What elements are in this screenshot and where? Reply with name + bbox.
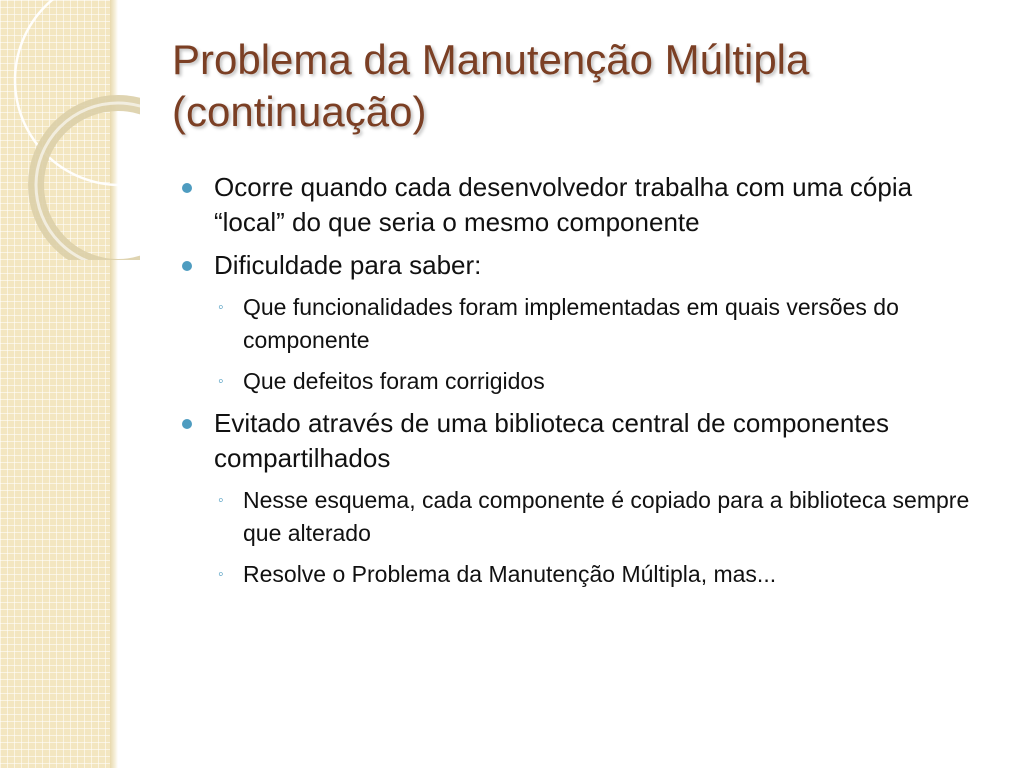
sub-bullet-item (180, 291, 980, 357)
bullet-item (180, 248, 980, 283)
sub-bullet-item (180, 484, 980, 550)
bullet-list (180, 170, 980, 599)
bullet-item (180, 170, 980, 240)
title-line-2: (continuação) (172, 88, 427, 135)
sub-bullet-circle-icon: ◦ (218, 566, 224, 583)
sub-bullet-text: Que funcionalidades foram implementadas em quais versões do componente (243, 294, 899, 353)
slide-title (172, 34, 992, 138)
sub-bullet-text: Resolve o Problema da Manutenção Múltipla, mas... (243, 561, 777, 587)
bullet-text: Evitado através de uma biblioteca central de componentes compartilhados (214, 408, 889, 473)
sub-bullet-text: Nesse esquema, cada componente é copiado para a biblioteca sempre que alterado (243, 487, 970, 546)
bullet-dot-icon (182, 183, 192, 193)
sub-bullet-item (180, 558, 980, 591)
decorative-circles-icon (0, 0, 140, 260)
title-line-1: Problema da Manutenção Múltipla (172, 36, 810, 83)
bullet-dot-icon (182, 261, 192, 271)
sub-bullet-text: Que defeitos foram corrigidos (243, 368, 545, 394)
sub-bullet-circle-icon: ◦ (218, 492, 224, 509)
bullet-text: Dificuldade para saber: (214, 250, 482, 280)
sub-bullet-circle-icon: ◦ (218, 373, 224, 390)
bullet-text: Ocorre quando cada desenvolvedor trabalha com uma cópia “local” do que seria o mesmo componente (214, 172, 913, 237)
bullet-item (180, 406, 980, 476)
sub-bullet-circle-icon: ◦ (218, 299, 224, 316)
sub-bullet-item (180, 365, 980, 398)
bullet-dot-icon (182, 419, 192, 429)
